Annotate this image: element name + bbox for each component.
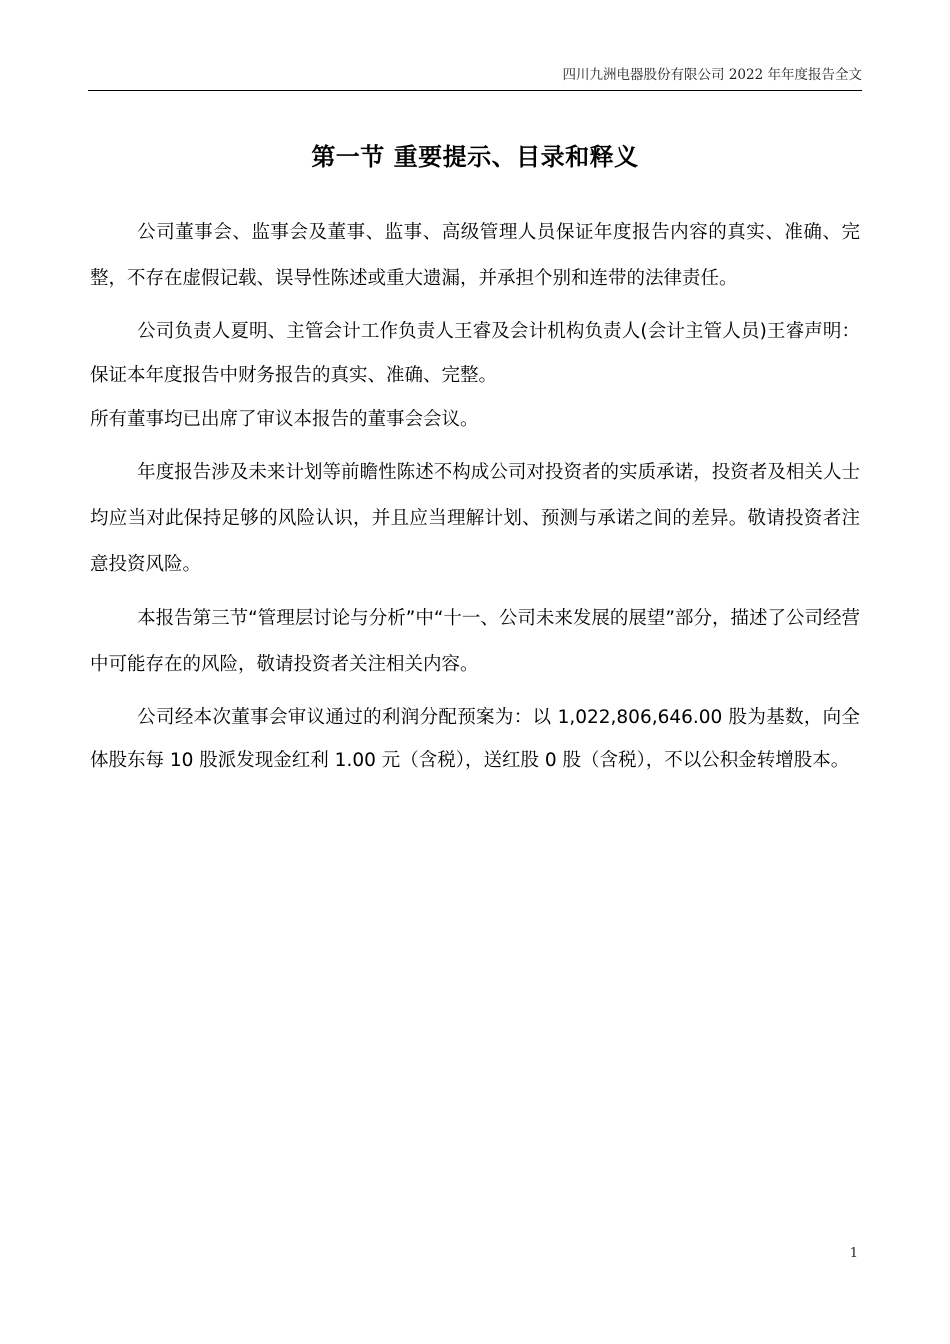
section-title: 第一节 重要提示、目录和释义 xyxy=(311,143,639,171)
body-text xyxy=(90,210,860,782)
paragraph-board-attendance: 所有董事均已出席了审议本报告的董事会会议。 xyxy=(90,409,479,430)
page-number: 1 xyxy=(849,1246,858,1261)
running-header xyxy=(88,64,862,91)
paragraph-executive-statement: 公司负责人夏明、主管会计工作负责人王睿及会计机构负责人(会计主管人员)王睿声明：保证本年度报告中财务报告的真实、准确、完整。 xyxy=(90,321,860,386)
paragraph-risk-reference: 本报告第三节“管理层讨论与分析”中“十一、公司未来发展的展望”部分，描述了公司经营中可能存在的风险，敬请投资者关注相关内容。 xyxy=(90,608,861,675)
running-header-title: 四川九洲电器股份有限公司 2022 年年度报告全文 xyxy=(562,67,862,83)
paragraph-responsibility: 公司董事会、监事会及董事、监事、高级管理人员保证年度报告内容的真实、准确、完整，不存在虚假记载、误导性陈述或重大遗漏，并承担个别和连带的法律责任。 xyxy=(90,222,860,289)
paragraph-forward-looking: 年度报告涉及未来计划等前瞻性陈述不构成公司对投资者的实质承诺，投资者及相关人士均应当对此保持足够的风险认识，并且应当理解计划、预测与承诺之间的差异。敬请投资者注意投资风险。 xyxy=(90,462,860,575)
paragraph-profit-distribution: 公司经本次董事会审议通过的利润分配预案为：以 1,022,806,646.00 股为基数，向全体股东每 10 股派发现金红利 1.00 元（含税），送红股 0 股（含税），不以公积金转增股本。 xyxy=(90,707,860,771)
